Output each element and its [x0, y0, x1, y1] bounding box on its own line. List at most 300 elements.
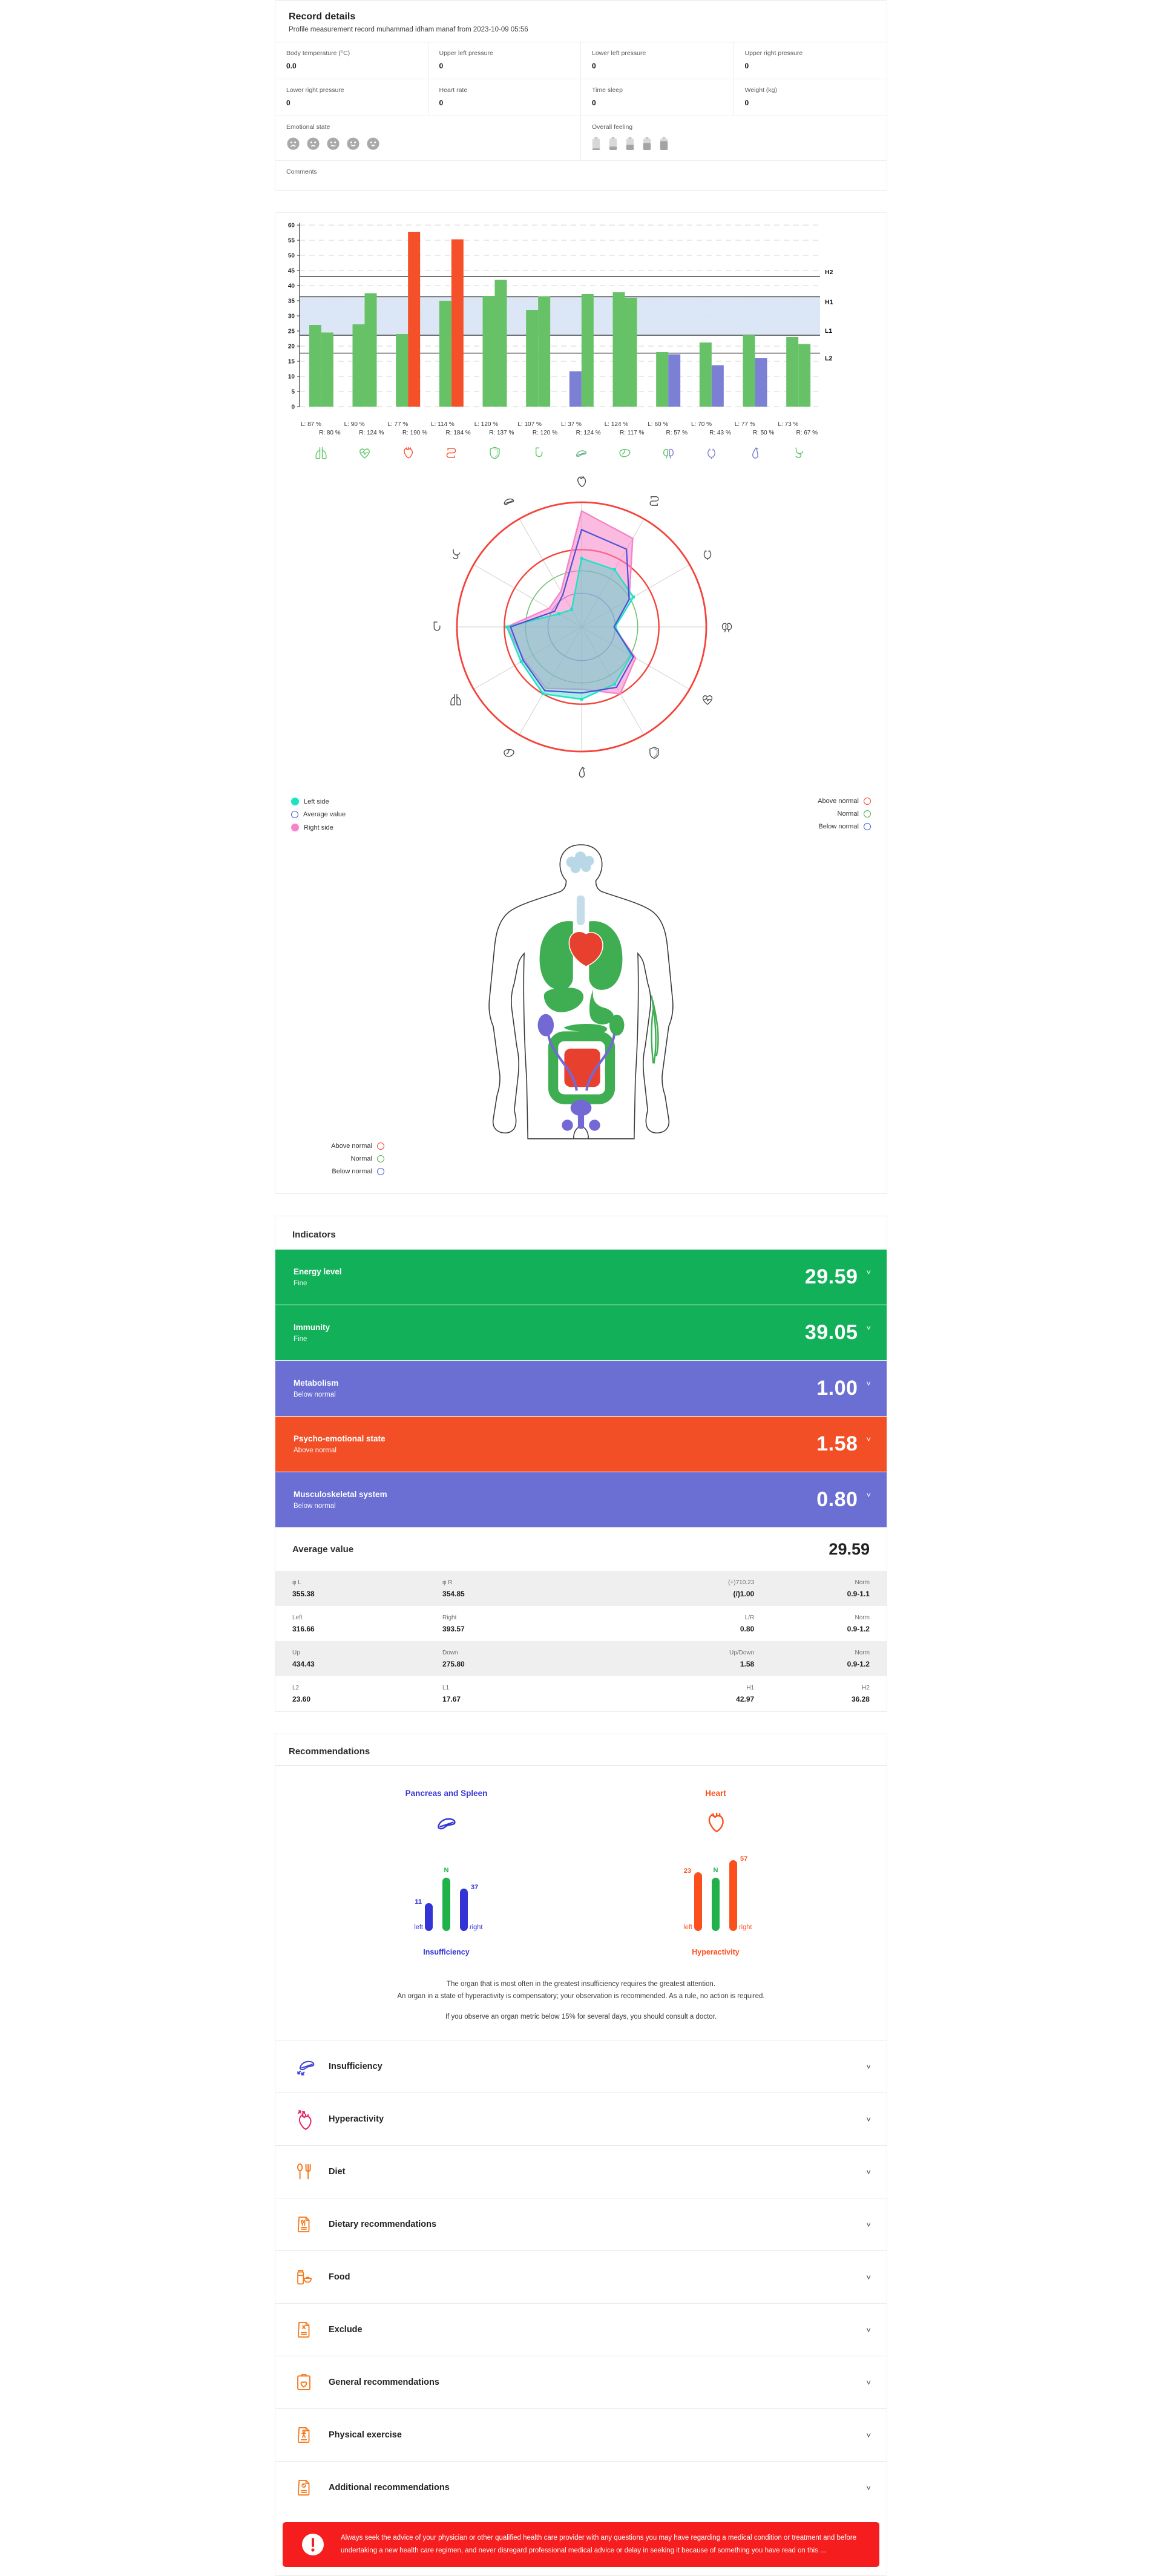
- legend-dot-icon: [291, 798, 299, 805]
- table-cell: [292, 1650, 442, 1668]
- svg-text:0: 0: [291, 404, 295, 411]
- indicator-name: Psycho-emotional state: [294, 1434, 386, 1443]
- record-field-label: Lower left pressure: [592, 50, 646, 57]
- accordion-hyperactivity[interactable]: [275, 2093, 887, 2145]
- table-row: [275, 1571, 887, 1606]
- svg-text:40: 40: [287, 283, 295, 290]
- table-cell-label: Norm: [855, 1649, 870, 1656]
- indicator-texts: [294, 1490, 387, 1510]
- note-line: An organ in a state of hyperactivity is compensatory; your observation is recommended. As a rule, no action is required.: [397, 1993, 765, 2001]
- battery-level-1-icon[interactable]: [592, 137, 600, 151]
- svg-text:15: 15: [287, 358, 295, 365]
- record-fields-grid: [275, 42, 887, 116]
- record-field: [734, 42, 887, 79]
- radar-axis-duodenum-icon: [428, 619, 444, 635]
- note-line: If you observe an organ metric below 15% for several days, you should consult a doctor.: [445, 2013, 717, 2021]
- table-cell: [442, 1650, 592, 1668]
- recommendation-accordions: [275, 2040, 887, 2514]
- table-cell-label: φ L: [292, 1579, 301, 1586]
- table-cell: [442, 1685, 592, 1703]
- record-field-label: Upper left pressure: [439, 50, 493, 57]
- accordion-general-recommendations[interactable]: [275, 2356, 887, 2408]
- bar-pill: [729, 1860, 737, 1931]
- table-cell-value: 36.28: [851, 1694, 870, 1703]
- comments-field[interactable]: [275, 160, 887, 190]
- legend-label: Below normal: [818, 823, 859, 830]
- right-percent: R: 50 %: [752, 430, 775, 436]
- table-cell: [292, 1579, 442, 1598]
- indicator-status: Fine: [294, 1336, 307, 1343]
- chevron-down-icon[interactable]: ˅: [866, 2483, 871, 2492]
- organ-icon-cell: [386, 445, 430, 461]
- record-details-card: [275, 0, 887, 191]
- bar-label-liver: [603, 421, 647, 436]
- bar-value: N: [444, 1867, 449, 1874]
- bar-pill: [460, 1889, 468, 1931]
- record-field: [581, 79, 734, 116]
- record-field: [275, 42, 428, 79]
- table-cell-label: L1: [442, 1684, 450, 1691]
- table-cell: [754, 1685, 870, 1703]
- table-cell-value: 1.58: [740, 1659, 755, 1668]
- right-percent: R: 124 %: [576, 430, 601, 436]
- body-diagram: [275, 844, 887, 1140]
- table-cell-label: Down: [442, 1649, 458, 1656]
- legend-item-below-normal: [818, 823, 871, 830]
- mini-bar-chart: [683, 1852, 752, 1931]
- chevron-down-icon[interactable]: ˅: [866, 1435, 871, 1444]
- table-cell: [754, 1650, 870, 1668]
- legend-ring-icon: [864, 798, 871, 805]
- svg-text:50: 50: [287, 252, 295, 260]
- kidneys-icon: [660, 445, 677, 461]
- food-jars-icon: [294, 2266, 320, 2288]
- legend-label: Normal: [837, 810, 859, 818]
- bar-label-stomach: [776, 421, 820, 436]
- radar-axis-pancreas-icon: [501, 493, 517, 509]
- body-legend-below-normal: [291, 1168, 384, 1175]
- insufficiency-chart: [356, 1789, 537, 1956]
- table-cell: [442, 1614, 592, 1633]
- bar-pill: [712, 1878, 720, 1931]
- svg-text:L2: L2: [825, 355, 833, 362]
- radar-legend-states: [818, 798, 871, 831]
- mini-bar: [460, 1852, 483, 1931]
- accordion-label: General recommendations: [329, 2378, 439, 2388]
- svg-text:45: 45: [287, 267, 295, 275]
- organ-icon-cell: [560, 445, 603, 461]
- alert-icon: [301, 2532, 325, 2557]
- organ-icon-cell: [776, 445, 820, 461]
- bar-label-duodenum: [516, 421, 560, 436]
- organ-icon-cell: [603, 445, 647, 461]
- indicator-name: Metabolism: [294, 1378, 339, 1388]
- record-field-label: Heart rate: [439, 87, 468, 94]
- right-kidney-organ: [609, 1015, 625, 1036]
- emoji-happy-icon[interactable]: [366, 137, 380, 151]
- chevron-down-icon[interactable]: ˅: [866, 2114, 871, 2124]
- indicator-value: 1.58: [816, 1432, 858, 1455]
- svg-text:25: 25: [287, 328, 295, 335]
- arm-vessels: [651, 995, 658, 1063]
- liver-organ: [544, 988, 583, 1012]
- disclaimer-text: Always seek the advice of your physician or other qualified health care provider with any questions you may have regarding a medical condition or treatment and before undertaking a new health care regimen, and never disregard professional medical advice or delay in seeking it because of something you have read on this ...: [341, 2534, 857, 2555]
- organ-icon-cell: [473, 445, 517, 461]
- legend-label: Above normal: [331, 1142, 372, 1150]
- organ-icon-cell: [430, 445, 473, 461]
- accordion-label: Food: [329, 2272, 350, 2283]
- pancreas-icon: [433, 1809, 461, 1837]
- svg-text:35: 35: [287, 298, 295, 305]
- legend-ring-icon: [377, 1155, 384, 1162]
- average-value-number: 29.59: [829, 1540, 870, 1558]
- chevron-down-icon[interactable]: ˅: [866, 2220, 871, 2229]
- brain-organ: [566, 851, 594, 873]
- indicator-row-psycho-emotional-state[interactable]: [275, 1417, 887, 1472]
- organ-icon-cell: [343, 445, 387, 461]
- pancreas-down-icon: [294, 2055, 320, 2078]
- average-value-row: [275, 1528, 887, 1571]
- accordion-dietary-recommendations[interactable]: [275, 2198, 887, 2250]
- bar-side-label: left: [414, 1924, 423, 1931]
- left-kidney-organ: [538, 1014, 554, 1037]
- organ-bar-chart: [275, 218, 887, 420]
- left-percent: L: 124 %: [604, 421, 629, 428]
- organ-title: Heart: [705, 1789, 726, 1798]
- indicator-row-metabolism[interactable]: [275, 1361, 887, 1417]
- accordion-diet[interactable]: [275, 2145, 887, 2198]
- accordion-additional-recommendations[interactable]: [275, 2461, 887, 2514]
- organ-icon-cell: [516, 445, 560, 461]
- table-cell-value: 17.67: [442, 1694, 461, 1703]
- indicator-texts: [294, 1434, 386, 1454]
- body-legend: [275, 1140, 384, 1185]
- record-field-label: Body temperature (°C): [286, 50, 350, 57]
- legend-ring-icon: [864, 810, 871, 818]
- page: [275, 0, 887, 2576]
- mood-row: [275, 116, 887, 160]
- mini-bar: [442, 1852, 450, 1931]
- accordion-label: Dietary recommendations: [329, 2220, 437, 2230]
- indicator-right: [805, 1321, 871, 1345]
- emoji-very-sad-icon[interactable]: [286, 137, 300, 151]
- left-percent: L: 73 %: [778, 421, 799, 428]
- accordion-label: Physical exercise: [329, 2430, 402, 2440]
- chevron-down-icon[interactable]: ˅: [866, 2378, 871, 2387]
- table-cell: [442, 1579, 592, 1598]
- chevron-down-icon[interactable]: ˅: [866, 1490, 871, 1499]
- bar-side-label: left: [683, 1924, 692, 1931]
- accordion-exclude[interactable]: [275, 2303, 887, 2356]
- trachea-organ: [577, 896, 585, 925]
- left-lung-organ: [540, 921, 573, 990]
- bar-label-bladder: [690, 421, 734, 436]
- organ-icon-cell: [734, 445, 777, 461]
- medical-disclaimer-banner: [283, 2522, 879, 2566]
- legend-item-left-side: [291, 798, 346, 805]
- chevron-down-icon[interactable]: ˅: [866, 1268, 871, 1277]
- record-field: [581, 42, 734, 79]
- emotional-state-label: Emotional state: [286, 123, 330, 131]
- lungs-icon: [313, 445, 329, 461]
- left-percent: L: 87 %: [301, 421, 321, 428]
- indicator-texts: [294, 1378, 338, 1398]
- right-percent: R: 67 %: [796, 430, 818, 436]
- right-percent: R: 80 %: [319, 430, 341, 436]
- record-field-value: 0: [286, 99, 290, 107]
- accordion-label: Diet: [329, 2167, 346, 2177]
- emotional-state-rating: [286, 137, 570, 151]
- table-cell-value: 0.80: [740, 1624, 755, 1633]
- accordion-label: Exclude: [329, 2325, 363, 2335]
- bar-pill: [425, 1903, 433, 1931]
- chevron-down-icon[interactable]: ˅: [866, 1323, 871, 1332]
- record-field-value: 0.0: [286, 62, 297, 70]
- legend-item-average-value: [291, 811, 346, 818]
- bar-label-intestine: [430, 421, 473, 436]
- recommendation-notes: [275, 1962, 887, 2027]
- bar-pill: [694, 1872, 702, 1931]
- table-row: [275, 1676, 887, 1711]
- accordion-food[interactable]: [275, 2250, 887, 2303]
- svg-text:60: 60: [287, 222, 295, 229]
- doc-cutlery-icon: [294, 2214, 320, 2235]
- right-percent: R: 137 %: [489, 430, 514, 436]
- indicator-row-musculoskeletal-system[interactable]: [275, 1472, 887, 1528]
- cardio-icon: [356, 445, 373, 461]
- svg-text:10: 10: [287, 373, 295, 381]
- legend-item-normal: [818, 810, 871, 818]
- battery-level-3-icon[interactable]: [626, 137, 634, 151]
- table-cell-label: (+)710.23: [728, 1579, 755, 1586]
- emoji-sad-icon[interactable]: [306, 137, 320, 151]
- record-field: [734, 79, 887, 116]
- indicator-texts: [294, 1323, 330, 1343]
- legend-label: Above normal: [818, 798, 859, 805]
- bar-value: 37: [471, 1884, 479, 1891]
- accordion-insufficiency[interactable]: [275, 2040, 887, 2093]
- right-percent: R: 57 %: [666, 430, 688, 436]
- left-percent: L: 120 %: [474, 421, 499, 428]
- charts-card: [275, 212, 887, 1194]
- accordion-label: Additional recommendations: [329, 2483, 450, 2493]
- radar-axis-lungs-icon: [448, 692, 464, 707]
- legend-ring-icon: [377, 1168, 384, 1175]
- chevron-down-icon[interactable]: ˅: [866, 2430, 871, 2440]
- table-cell-value: 0.9-1.2: [847, 1624, 870, 1633]
- record-field: [275, 79, 428, 116]
- battery-level-5-icon[interactable]: [660, 137, 668, 151]
- right-percent: R: 184 %: [445, 430, 471, 436]
- radar-axis-bladder-icon: [700, 546, 715, 562]
- left-percent: L: 77 %: [734, 421, 755, 428]
- record-field-label: Time sleep: [592, 87, 623, 94]
- svg-text:5: 5: [291, 388, 295, 396]
- svg-text:55: 55: [287, 237, 295, 244]
- shield-icon: [487, 445, 503, 461]
- left-percent: L: 77 %: [387, 421, 409, 428]
- heart-up-icon: [294, 2108, 320, 2131]
- indicator-texts: [294, 1267, 342, 1287]
- intestine-icon: [443, 445, 459, 461]
- radar-axis-gallbladder-icon: [574, 764, 589, 780]
- bar-label-kidneys: [646, 421, 690, 436]
- table-cell: [292, 1685, 442, 1703]
- record-field-value: 0: [744, 99, 749, 107]
- table-cell-value: (/)1.00: [733, 1589, 755, 1598]
- radar-legend-series: [291, 798, 346, 831]
- indicator-right: [816, 1488, 871, 1512]
- bar-value: 57: [740, 1855, 748, 1863]
- record-field: [428, 42, 582, 79]
- state-caption: Insufficiency: [423, 1948, 470, 1956]
- radar-axis-kidneys-icon: [719, 619, 735, 635]
- bar-value: 11: [415, 1898, 422, 1906]
- chevron-down-icon[interactable]: ˅: [866, 2062, 871, 2071]
- accordion-label: Insufficiency: [329, 2062, 382, 2072]
- legend-label: Left side: [304, 798, 329, 805]
- indicators-title: Indicators: [292, 1230, 336, 1240]
- heart-icon: [702, 1809, 730, 1837]
- record-field-label: Lower right pressure: [286, 87, 344, 94]
- indicators-card: [275, 1216, 887, 1712]
- table-cell-value: 42.97: [736, 1694, 755, 1703]
- record-field-label: Weight (kg): [744, 87, 777, 94]
- indicator-status: Fine: [294, 1280, 307, 1287]
- emoji-smile-icon[interactable]: [346, 137, 360, 151]
- bar-label-cardiovascular system: [343, 421, 387, 436]
- table-cell-label: Left: [292, 1614, 303, 1621]
- pancreas-icon: [573, 445, 589, 461]
- table-cell: [754, 1614, 870, 1633]
- indicator-value: 39.05: [804, 1321, 858, 1344]
- legend-ring-icon: [864, 823, 871, 830]
- record-details-title: Record details: [289, 11, 356, 22]
- indicator-rows: [275, 1250, 887, 1528]
- radar-axis-cardio-icon: [700, 692, 715, 707]
- indicator-status: Above normal: [294, 1447, 336, 1454]
- battery-level-4-icon[interactable]: [643, 137, 651, 151]
- table-row: [275, 1641, 887, 1676]
- doc-x-icon: [294, 2319, 320, 2341]
- chevron-down-icon[interactable]: ˅: [866, 2272, 871, 2282]
- clipboard-icon: [294, 2371, 320, 2393]
- indicator-row-immunity[interactable]: [275, 1305, 887, 1361]
- svg-text:20: 20: [287, 343, 295, 350]
- bar-side-label: right: [739, 1924, 752, 1931]
- recommendations-title: Recommendations: [275, 1734, 887, 1766]
- table-row: [275, 1606, 887, 1641]
- left-percent: L: 37 %: [561, 421, 582, 428]
- mini-bar: [729, 1852, 752, 1931]
- bar-pill: [442, 1878, 450, 1931]
- right-percent: R: 117 %: [619, 430, 645, 436]
- chevron-down-icon[interactable]: ˅: [866, 2325, 871, 2335]
- table-cell-label: Norm: [855, 1579, 870, 1586]
- table-cell: [592, 1685, 754, 1703]
- right-percent: R: 43 %: [709, 430, 731, 436]
- battery-level-2-icon[interactable]: [609, 137, 617, 151]
- radar-axis-liver-icon: [501, 745, 517, 761]
- indicator-name: Immunity: [294, 1323, 330, 1332]
- bladder-icon: [703, 445, 720, 461]
- legend-item-right-side: [291, 824, 346, 831]
- chevron-down-icon[interactable]: ˅: [866, 2167, 871, 2177]
- left-percent: L: 114 %: [431, 421, 455, 428]
- indicator-value: 29.59: [804, 1265, 858, 1288]
- svg-text:H1: H1: [825, 298, 833, 306]
- table-cell-value: 0.9-1.2: [847, 1659, 870, 1668]
- doc-exercise-icon: [294, 2424, 320, 2446]
- indicator-right: [805, 1265, 871, 1289]
- table-cell: [592, 1579, 754, 1598]
- legend-item-above-normal: [818, 798, 871, 805]
- organ-icon-cell: [300, 445, 343, 461]
- indicator-value: 0.80: [816, 1488, 858, 1511]
- table-cell-label: Norm: [855, 1614, 870, 1621]
- table-cell: [754, 1579, 870, 1598]
- accordion-physical-exercise[interactable]: [275, 2408, 887, 2461]
- table-cell-label: H2: [862, 1684, 870, 1691]
- duodenum-icon: [530, 445, 547, 461]
- bar-label-heart: [386, 421, 430, 436]
- indicator-name: Musculoskeletal system: [294, 1490, 387, 1499]
- stomach-icon: [790, 445, 807, 461]
- record-field-value: 0: [592, 62, 596, 70]
- bar-label-pancreas: [560, 421, 603, 436]
- legend-label: Average value: [303, 811, 346, 818]
- bar-label-lungs: [300, 421, 343, 436]
- indicator-value: 1.00: [816, 1377, 858, 1400]
- table-cell-label: Up: [292, 1649, 300, 1656]
- small-intestine-organ: [564, 1049, 600, 1087]
- table-cell: [592, 1614, 754, 1633]
- table-cell-label: Up/Down: [729, 1649, 755, 1656]
- overall-feeling-cell: [581, 116, 887, 160]
- mini-bar: [683, 1852, 702, 1931]
- legend-dot-icon: [291, 824, 299, 831]
- left-percent: L: 107 %: [517, 421, 542, 428]
- state-caption: Hyperactivity: [692, 1948, 740, 1956]
- emoji-neutral-icon[interactable]: [326, 137, 340, 151]
- radar-axis-intestine-icon: [646, 493, 662, 509]
- table-cell-label: H1: [746, 1684, 755, 1691]
- hyperactivity-chart: [625, 1789, 807, 1956]
- table-cell-value: 23.60: [292, 1694, 311, 1703]
- legend-label: Normal: [350, 1155, 372, 1162]
- table-cell-label: L/R: [744, 1614, 755, 1621]
- organ-radar-chart: [275, 465, 887, 791]
- radar-legend: [275, 791, 887, 834]
- heart-icon: [400, 445, 416, 461]
- legend-ring-icon: [377, 1142, 384, 1150]
- table-cell-label: Right: [442, 1614, 457, 1621]
- chevron-down-icon[interactable]: ˅: [866, 1379, 871, 1388]
- indicator-row-energy-level[interactable]: [275, 1250, 887, 1305]
- bar-value: N: [713, 1867, 718, 1874]
- bar-label-immune system: [473, 421, 517, 436]
- body-legend-above-normal: [291, 1142, 384, 1150]
- right-percent: R: 120 %: [532, 430, 558, 436]
- organ-title: Pancreas and Spleen: [405, 1789, 488, 1798]
- table-cell: [292, 1614, 442, 1633]
- recommendations-card: [275, 1734, 887, 2576]
- organ-attention-charts: [275, 1766, 887, 1962]
- mini-bar: [712, 1852, 720, 1931]
- bar-side-label: right: [470, 1924, 483, 1931]
- indicator-status: Below normal: [294, 1503, 336, 1510]
- bar-value: 23: [683, 1867, 691, 1875]
